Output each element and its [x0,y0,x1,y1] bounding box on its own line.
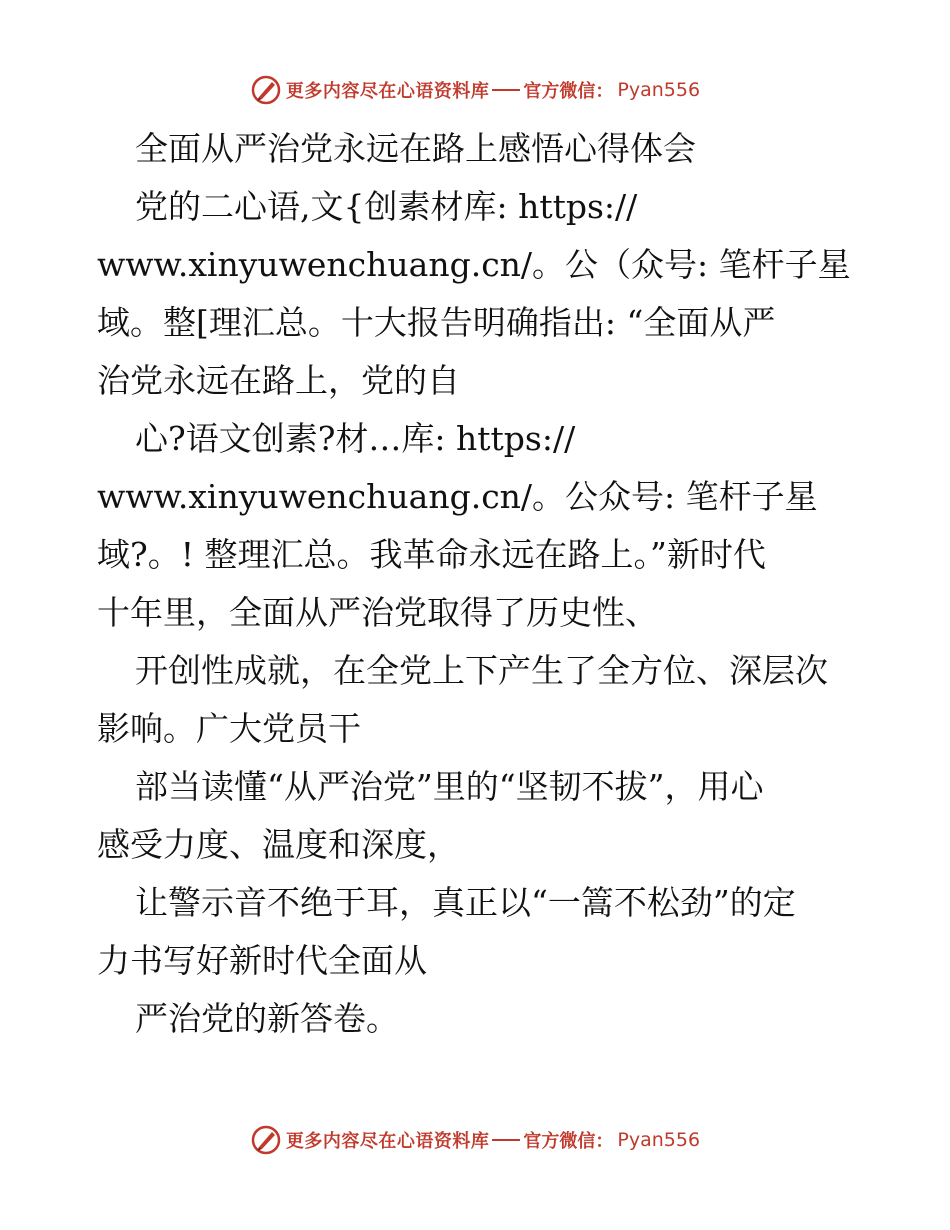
doc-line: 影响。广大党员干 [97,709,361,748]
doc-line: 党的二心语,文{创素材库: https:// [135,187,638,226]
doc-line: 治党永远在路上，党的自 [97,361,460,400]
banner-wechat-label: 官方微信： [523,81,614,102]
doc-line: 部当读懂“从严治党”里的“坚韧不拔”，用心 [135,767,764,806]
doc-line: 心?语文创素?材…库: https:// [135,419,576,458]
doc-line: 严治党的新答卷。 [135,999,399,1038]
doc-line: 域?。! 整理汇总。我革命永远在路上。”新时代 [97,535,766,574]
banner-wechat-id: Pyan556 [617,79,701,101]
doc-line: 让警示音不绝于耳，真正以“一篙不松劲”的定 [135,883,796,922]
doc-line: www.xinyuwenchuang.cn/。公（众号: 笔杆子星 [97,245,851,284]
doc-title: 全面从严治党永远在路上感悟心得体会 [135,129,696,168]
doc-line: 十年里，全面从严治党取得了历史性、 [97,593,658,632]
document-body [97,120,867,1048]
doc-line: 感受力度、温度和深度， [97,825,460,864]
footer-banner [0,1120,950,1160]
doc-line: www.xinyuwenchuang.cn/。公众号: 笔杆子星 [97,477,818,516]
doc-line: 力书写好新时代全面从 [97,941,427,980]
banner-dash [492,1139,520,1141]
doc-line: 开创性成就，在全党上下产生了全方位、深层次 [135,651,828,690]
banner-site-text: 更多内容尽在心语资料库 [285,1131,490,1152]
pen-logo-icon [250,74,282,106]
header-banner [0,70,950,110]
pen-logo-icon [250,1124,282,1156]
banner-wechat-id: Pyan556 [617,1129,701,1151]
doc-line: 域。整[理汇总。十大报告明确指出: “全面从严 [97,303,776,342]
banner-wechat-label: 官方微信： [523,1131,614,1152]
banner-dash [492,89,520,91]
banner-site-text: 更多内容尽在心语资料库 [285,81,490,102]
